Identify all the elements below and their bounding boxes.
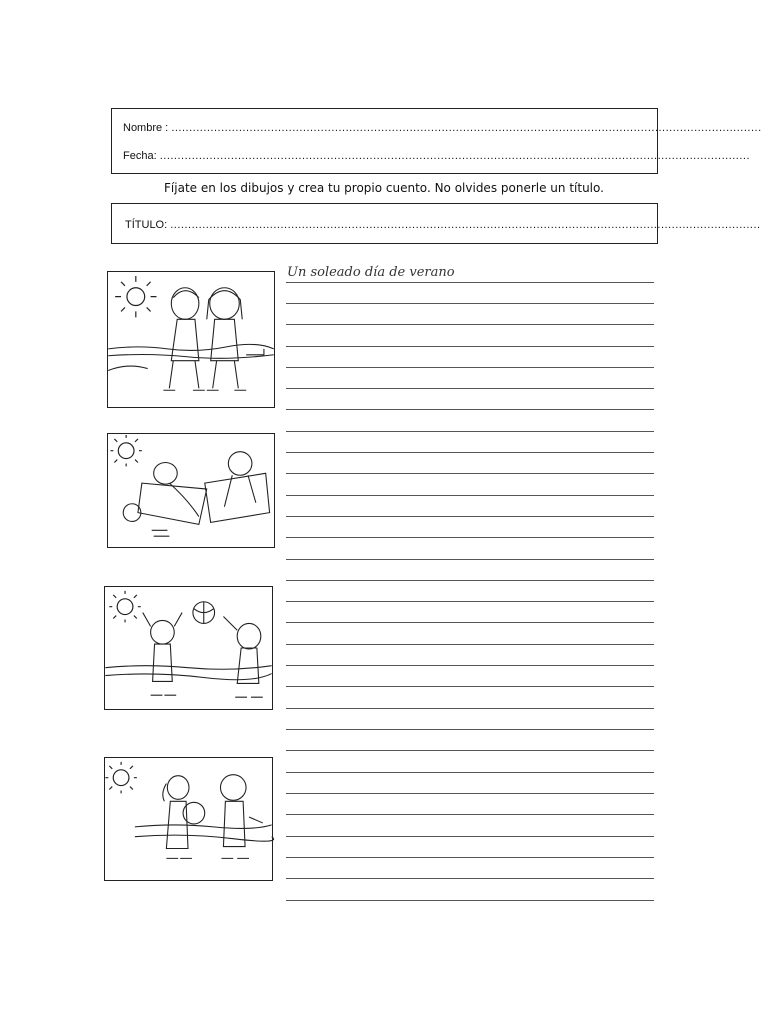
title-dotted-line: ...................................................................................................................................................................... (170, 219, 761, 231)
writing-line[interactable] (286, 537, 654, 538)
shore-illustration (105, 758, 272, 880)
name-dotted-line: ...................................................................................................................................................................... (171, 122, 762, 134)
date-field[interactable] (123, 150, 751, 162)
writing-line[interactable] (286, 836, 654, 837)
writing-line[interactable] (286, 814, 654, 815)
name-label: Nombre : (123, 122, 169, 134)
picture-2 (107, 433, 275, 548)
writing-line[interactable] (286, 750, 654, 751)
writing-line[interactable] (286, 367, 654, 368)
writing-line[interactable] (286, 686, 654, 687)
writing-line[interactable] (286, 601, 654, 602)
ball-play-illustration (105, 587, 272, 709)
writing-line[interactable] (286, 452, 654, 453)
story-title: Un soleado día de verano (287, 265, 455, 280)
writing-line[interactable] (286, 793, 654, 794)
writing-line[interactable] (286, 772, 654, 773)
title-label: TÍTULO: (125, 219, 168, 231)
writing-line[interactable] (286, 346, 654, 347)
writing-line[interactable] (286, 559, 654, 560)
writing-line[interactable] (286, 473, 654, 474)
writing-line[interactable] (286, 282, 654, 283)
writing-line[interactable] (286, 516, 654, 517)
writing-line[interactable] (286, 580, 654, 581)
sun-icon (109, 591, 140, 622)
writing-line[interactable] (286, 729, 654, 730)
writing-line[interactable] (286, 303, 654, 304)
writing-line[interactable] (286, 900, 654, 901)
writing-line[interactable] (286, 878, 654, 879)
title-field[interactable] (125, 219, 761, 231)
writing-line[interactable] (286, 388, 654, 389)
writing-line[interactable] (286, 708, 654, 709)
writing-line[interactable] (286, 409, 654, 410)
picture-3 (104, 586, 273, 710)
instruction-text: Fíjate en los dibujos y crea tu propio cuento. No olvides ponerle un título. (164, 181, 604, 195)
student-info-box (111, 108, 658, 174)
beach-walk-illustration (108, 272, 274, 407)
writing-line[interactable] (286, 622, 654, 623)
writing-line[interactable] (286, 324, 654, 325)
picture-1 (107, 271, 275, 408)
writing-line[interactable] (286, 665, 654, 666)
picture-4 (104, 757, 273, 881)
writing-line[interactable] (286, 644, 654, 645)
sun-icon (115, 276, 156, 317)
sun-icon (110, 435, 141, 466)
sunbathing-illustration (108, 434, 274, 547)
writing-line[interactable] (286, 495, 654, 496)
date-dotted-line: ...................................................................................................................................................................... (159, 150, 751, 162)
writing-line[interactable] (286, 857, 654, 858)
date-label: Fecha: (123, 150, 157, 162)
name-field[interactable] (123, 122, 762, 134)
sun-icon (105, 762, 136, 793)
writing-line[interactable] (286, 431, 654, 432)
